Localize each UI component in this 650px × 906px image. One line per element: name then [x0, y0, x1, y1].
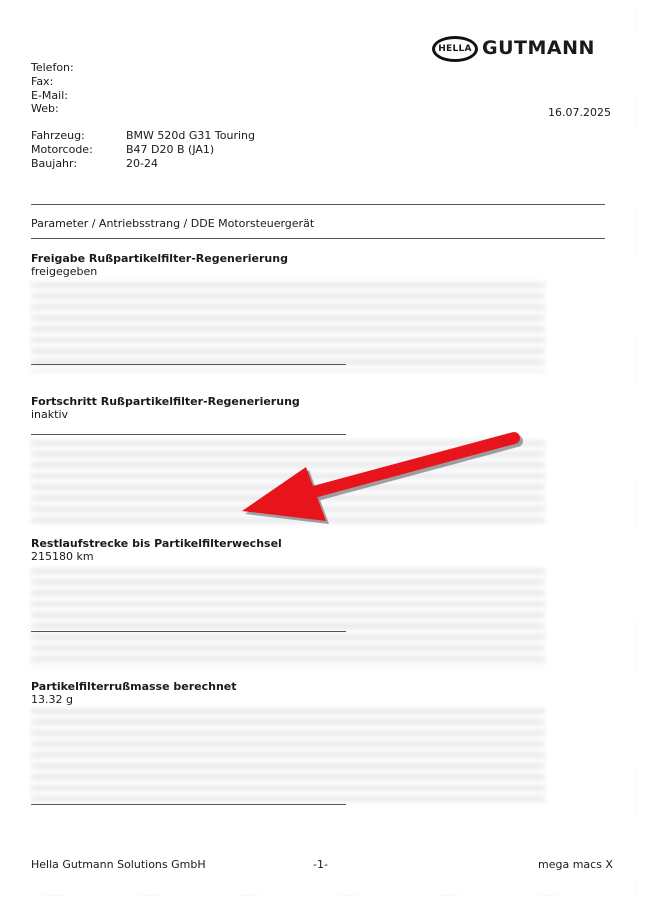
arrow-shaft [295, 438, 514, 497]
signature-line [31, 804, 346, 805]
parameter-title: Restlaufstrecke bis Partikelfilterwechsel [31, 537, 282, 550]
redacted-area [31, 282, 545, 372]
signature-line [31, 364, 346, 365]
footer-product: mega macs X [538, 858, 613, 871]
breadcrumb: Parameter / Antriebsstrang / DDE Motorsteuergerät [31, 217, 315, 230]
engine-code-value: B47 D20 B (JA1) [126, 143, 215, 156]
contact-phone-label: Telefon: [31, 61, 74, 74]
divider [31, 204, 605, 205]
parameter-value: freigegeben [31, 265, 98, 278]
signature-line [31, 631, 346, 632]
red-arrow-annotation [230, 425, 530, 530]
redacted-area [31, 708, 545, 803]
parameter-title: Freigabe Rußpartikelfilter-Regenerierung [31, 252, 288, 265]
contact-fax-label: Fax: [31, 75, 54, 88]
parameter-title: Fortschritt Rußpartikelfilter-Regenerierung [31, 395, 300, 408]
build-year-label: Baujahr: [31, 157, 78, 170]
document-date: 16.07.2025 [548, 106, 611, 119]
divider [31, 238, 605, 239]
hella-logo: HELLA [432, 36, 478, 62]
build-year-value: 20-24 [126, 157, 158, 170]
gutmann-logo-text: GUTMANN [482, 37, 595, 59]
parameter-value: inaktiv [31, 408, 69, 421]
parameter-value: 215180 km [31, 550, 94, 563]
contact-email-label: E-Mail: [31, 89, 68, 102]
vehicle-value: BMW 520d G31 Touring [126, 129, 255, 142]
parameter-value: 13.32 g [31, 693, 73, 706]
footer-page-number: -1- [313, 858, 328, 871]
vehicle-label: Fahrzeug: [31, 129, 85, 142]
redacted-area [31, 568, 545, 668]
footer-company: Hella Gutmann Solutions GmbH [31, 858, 206, 871]
contact-web-label: Web: [31, 102, 59, 115]
parameter-title: Partikelfilterrußmasse berechnet [31, 680, 237, 693]
engine-code-label: Motorcode: [31, 143, 93, 156]
